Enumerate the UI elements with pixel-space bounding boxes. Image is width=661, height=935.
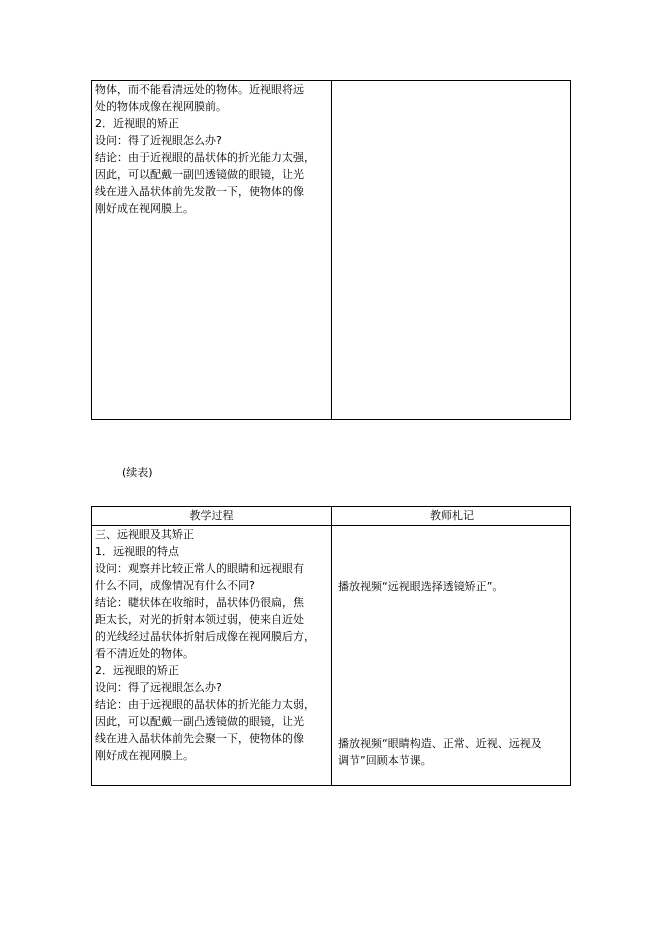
text-line: 设问：得了近视眼怎么办? (95, 134, 222, 147)
text-line: 距太长，对光的折射本领过弱，使来自近处 (95, 613, 304, 626)
table-caption: (续表) (122, 466, 153, 479)
text-line: 线在进入晶状体前先发散一下，使物体的像 (95, 185, 304, 198)
text-line: 的光线经过晶状体折射后成像在视网膜后方， (95, 630, 315, 643)
header-teacher-notes: 教师札记 (430, 509, 474, 522)
teaching-process-cell (92, 81, 332, 419)
text-line: 物体，而不能看清远处的物体。近视眼将远 (95, 83, 304, 96)
lesson-table (91, 506, 571, 786)
text-line: 处的物体成像在视网膜前。 (95, 100, 227, 113)
text-line: 播放视频“眼睛构造、正常、近视、远视及 (338, 737, 542, 750)
section-heading: 三、远视眼及其矫正 (95, 528, 194, 541)
video-note-2 (338, 735, 542, 769)
text-line: 因此，可以配戴一副凸透镜做的眼镜，让光 (95, 715, 304, 728)
table-row (92, 81, 570, 419)
text-line: 刚好成在视网膜上。 (95, 202, 194, 215)
teacher-notes-cell (332, 81, 570, 419)
text-line: 什么不同，成像情况有什么不同? (95, 579, 255, 592)
text-line: 设问：观察并比较正常人的眼睛和远视眼有 (95, 562, 304, 575)
text-line: 结论：由于远视眼的晶状体的折光能力太弱， (95, 698, 315, 711)
text-line: 1．远视眼的特点 (95, 545, 179, 558)
text-line: 结论：睫状体在收缩时，晶状体仍很扁，焦 (95, 596, 304, 609)
text-line: 设问：得了远视眼怎么办? (95, 681, 222, 694)
text-line: 2．远视眼的矫正 (95, 664, 179, 677)
text-line: 结论：由于近视眼的晶状体的折光能力太强， (95, 151, 315, 164)
continuation-table (91, 80, 571, 420)
header-teaching-process: 教学过程 (92, 507, 332, 525)
text-line: 2．近视眼的矫正 (95, 117, 179, 130)
text-line: 看不清近处的物体。 (95, 647, 194, 660)
teacher-notes-cell (332, 526, 570, 786)
table-row (92, 526, 570, 786)
table-header-row (92, 507, 570, 526)
text-line: 线在进入晶状体前先会聚一下，使物体的像 (95, 732, 304, 745)
video-note-1: 播放视频“远视眼选择透镜矫正”。 (338, 580, 504, 593)
teaching-process-cell (92, 526, 332, 786)
text-line: 因此，可以配戴一副凹透镜做的眼镜，让光 (95, 168, 304, 181)
text-line: 刚好成在视网膜上。 (95, 749, 194, 762)
text-line: 调节”回顾本节课。 (338, 754, 432, 767)
